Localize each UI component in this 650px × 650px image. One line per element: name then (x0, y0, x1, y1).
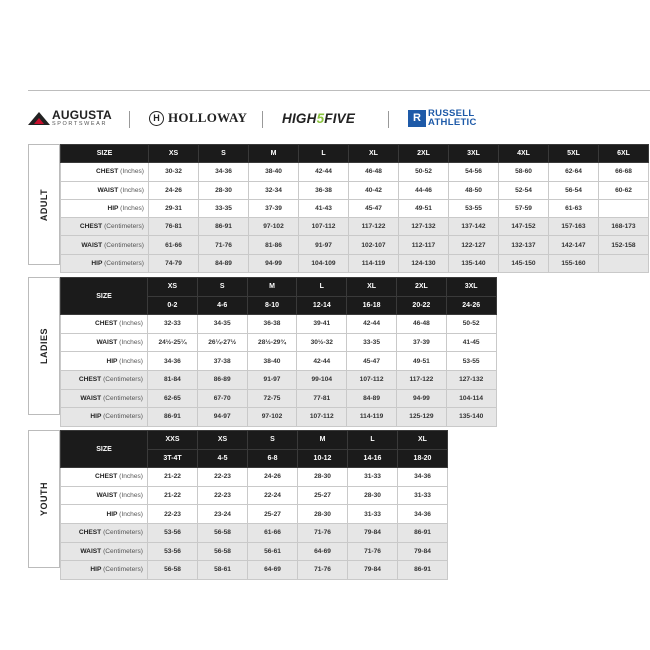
size-label-4xl: 4XL (499, 145, 549, 163)
row-label-hip (61, 254, 149, 272)
measurement-cell: 58-61 (198, 561, 248, 580)
measurement-cell: 94-99 (396, 389, 446, 408)
measurement-cell: 122-127 (449, 236, 499, 254)
augusta-logo (28, 103, 112, 133)
measurement-cell: 104-109 (299, 254, 349, 272)
row-measure-name: HIP (107, 205, 119, 213)
row-measure-name: HIP (90, 413, 102, 421)
measurement-cell: 91-97 (247, 370, 297, 389)
row-measure-unit: (Inches) (119, 510, 143, 518)
top-divider (28, 90, 650, 91)
row-measure-unit: (Inches) (120, 205, 144, 213)
highfive-part2: 5 (316, 110, 325, 126)
size-header-row (61, 145, 649, 163)
measurement-cell: 57-59 (499, 199, 549, 217)
row-label-waist (61, 486, 148, 505)
measurement-cell: 107-112 (297, 408, 347, 427)
size-label-s: S (197, 278, 247, 297)
measurement-cell: 56-61 (248, 542, 298, 561)
measurement-cell: 61-66 (248, 523, 298, 542)
measurement-cell: 86-91 (398, 561, 448, 580)
row-measure-unit: (Inches) (119, 473, 143, 481)
adult-side-label (28, 144, 60, 265)
numeric-size-cell: 20-22 (396, 296, 446, 315)
measurement-cell: 25-27 (248, 505, 298, 524)
russell-athletic-logo (408, 103, 477, 133)
row-measure-unit: (Centimeters) (103, 547, 143, 555)
augusta-subtitle: SPORTSWEAR (52, 120, 108, 127)
size-label-xs: XS (198, 431, 248, 450)
measurement-cell: 64-69 (248, 561, 298, 580)
measurement-cell: 23-24 (198, 505, 248, 524)
ladies-label: LADIES (39, 327, 49, 365)
measurement-cell: 104-114 (446, 389, 496, 408)
measurement-cell: 152-158 (599, 236, 649, 254)
highfive-logo (282, 103, 355, 133)
size-label-l: L (299, 145, 349, 163)
ladies-side-label (28, 277, 60, 415)
measurement-cell: 37-39 (249, 199, 299, 217)
measurement-cell: 46-48 (349, 163, 399, 181)
measurement-cell: 30-32 (149, 163, 199, 181)
measurement-cell: 53-55 (446, 352, 496, 371)
measurement-cell: 71-76 (348, 542, 398, 561)
row-measure-unit: (Inches) (119, 339, 143, 347)
numeric-size-cell: 10-12 (298, 449, 348, 468)
measurement-cell: 97-102 (249, 218, 299, 236)
size-label-xs: XS (149, 145, 199, 163)
russell-line1: RUSSELL (428, 107, 475, 119)
russell-line2: ATHLETIC (428, 117, 477, 128)
measurement-cell: 24½-25¼ (148, 333, 198, 352)
measurement-cell: 22-23 (198, 468, 248, 487)
numeric-size-cell: 0-2 (148, 296, 198, 315)
measurement-cell: 94-97 (197, 408, 247, 427)
row-label-chest (61, 370, 148, 389)
size-label-xs: XS (148, 278, 198, 297)
row-measure-unit: (Inches) (119, 492, 143, 500)
measurement-cell: 58-60 (499, 163, 549, 181)
row-measure-name: WAIST (96, 339, 118, 347)
numeric-size-cell: 4-5 (198, 449, 248, 468)
numeric-size-cell: 14-16 (348, 449, 398, 468)
row-measure-name: WAIST (81, 241, 103, 249)
row-label-waist (61, 389, 148, 408)
measurement-cell: 34-36 (398, 505, 448, 524)
measurement-cell: 94-99 (249, 254, 299, 272)
measurement-cell: 42-44 (297, 352, 347, 371)
measurement-cell: 22-23 (148, 505, 198, 524)
measurement-cell: 102-107 (349, 236, 399, 254)
measurement-cell: 64-69 (298, 542, 348, 561)
measurement-cell: 72-75 (247, 389, 297, 408)
measurement-cell: 39-41 (297, 315, 347, 334)
measurement-cell: 79-84 (348, 523, 398, 542)
measurement-cell: 66-68 (599, 163, 649, 181)
measurement-row (61, 370, 497, 389)
measurement-cell: 135-140 (449, 254, 499, 272)
measurement-cell: 147-152 (499, 218, 549, 236)
measurement-cell: 44-46 (399, 181, 449, 199)
size-header-cell: SIZE (61, 431, 148, 468)
highfive-part1: HIGH (282, 110, 317, 126)
size-header-row (61, 431, 448, 450)
measurement-row (61, 389, 497, 408)
row-label-hip (61, 408, 148, 427)
ladies-size-table (60, 277, 497, 427)
measurement-cell: 125-129 (396, 408, 446, 427)
measurement-cell: 50-52 (446, 315, 496, 334)
row-label-waist (61, 236, 149, 254)
measurement-cell: 56-58 (198, 523, 248, 542)
size-label-2xl: 2XL (399, 145, 449, 163)
measurement-cell: 81-84 (148, 370, 198, 389)
numeric-size-cell: 16-18 (347, 296, 397, 315)
measurement-row (61, 254, 649, 272)
measurement-cell: 168-173 (599, 218, 649, 236)
row-measure-unit: (Centimeters) (103, 529, 143, 537)
measurement-cell: 56-58 (198, 542, 248, 561)
measurement-cell: 28-30 (199, 181, 249, 199)
measurement-cell: 132-137 (499, 236, 549, 254)
row-label-waist (61, 181, 149, 199)
numeric-size-cell: 4-6 (197, 296, 247, 315)
augusta-mark-icon (28, 112, 50, 125)
size-label-m: M (298, 431, 348, 450)
measurement-cell: 99-104 (297, 370, 347, 389)
measurement-cell: 127-132 (399, 218, 449, 236)
size-label-xl: XL (347, 278, 397, 297)
measurement-cell: 49-51 (399, 199, 449, 217)
measurement-cell: 62-65 (148, 389, 198, 408)
measurement-cell: 107-112 (299, 218, 349, 236)
measurement-cell: 155-160 (549, 254, 599, 272)
holloway-logo (149, 103, 247, 133)
row-label-hip (61, 352, 148, 371)
measurement-cell: 37-39 (396, 333, 446, 352)
measurement-cell: 42-44 (299, 163, 349, 181)
measurement-cell: 112-117 (399, 236, 449, 254)
measurement-cell: 54-56 (449, 163, 499, 181)
measurement-cell: 97-102 (247, 408, 297, 427)
measurement-cell: 67-70 (197, 389, 247, 408)
measurement-cell: 61-63 (549, 199, 599, 217)
measurement-cell: 31-33 (348, 505, 398, 524)
row-measure-name: CHEST (78, 529, 102, 537)
measurement-cell: 53-56 (148, 542, 198, 561)
size-label-s: S (199, 145, 249, 163)
measurement-row (61, 181, 649, 199)
measurement-row (61, 236, 649, 254)
measurement-cell: 76-81 (149, 218, 199, 236)
size-label-6xl: 6XL (599, 145, 649, 163)
measurement-cell: 84-89 (199, 254, 249, 272)
measurement-cell: 127-132 (446, 370, 496, 389)
measurement-cell: 21-22 (148, 468, 198, 487)
measurement-cell: 33-35 (347, 333, 397, 352)
row-measure-unit: (Centimeters) (104, 241, 144, 249)
adult-label: ADULT (39, 188, 49, 221)
size-label-m: M (249, 145, 299, 163)
measurement-cell: 41-45 (446, 333, 496, 352)
size-label-xl: XL (349, 145, 399, 163)
measurement-cell: 157-163 (549, 218, 599, 236)
measurement-cell: 45-47 (347, 352, 397, 371)
measurement-cell: 124-130 (399, 254, 449, 272)
measurement-row (61, 542, 448, 561)
measurement-row (61, 408, 497, 427)
row-measure-name: HIP (106, 357, 118, 365)
measurement-cell: 34-36 (398, 468, 448, 487)
row-measure-name: CHEST (94, 473, 118, 481)
row-measure-name: CHEST (79, 223, 103, 231)
row-measure-unit: (Inches) (120, 186, 144, 194)
measurement-cell: 61-66 (149, 236, 199, 254)
measurement-cell: 117-122 (349, 218, 399, 236)
measurement-cell: 49-51 (396, 352, 446, 371)
row-measure-name: HIP (90, 566, 102, 574)
row-label-waist (61, 333, 148, 352)
measurement-cell: 114-119 (349, 254, 399, 272)
size-label-2xl: 2XL (396, 278, 446, 297)
measurement-cell: 38-40 (249, 163, 299, 181)
measurement-cell: 28-30 (348, 486, 398, 505)
measurement-cell: 56-54 (549, 181, 599, 199)
size-label-3xl: 3XL (446, 278, 496, 297)
row-label-waist (61, 542, 148, 561)
russell-mark-icon: R (408, 110, 426, 127)
measurement-cell: 31-33 (348, 468, 398, 487)
numeric-size-cell: 18-20 (398, 449, 448, 468)
measurement-cell: 52-54 (499, 181, 549, 199)
measurement-cell: 135-140 (446, 408, 496, 427)
measurement-cell: 71-76 (298, 561, 348, 580)
augusta-name: AUGUSTA (52, 107, 112, 122)
numeric-size-cell: 3T-4T (148, 449, 198, 468)
row-label-hip (61, 199, 149, 217)
row-measure-name: WAIST (97, 186, 119, 194)
measurement-cell: 40-42 (349, 181, 399, 199)
measurement-cell: 84-89 (347, 389, 397, 408)
measurement-cell: 79-84 (398, 542, 448, 561)
row-measure-name: CHEST (94, 320, 118, 328)
size-label-xl: XL (398, 431, 448, 450)
row-measure-name: WAIST (80, 547, 102, 555)
size-label-5xl: 5XL (549, 145, 599, 163)
row-measure-name: WAIST (80, 394, 102, 402)
measurement-cell: 25-27 (298, 486, 348, 505)
measurement-cell: 28-30 (298, 505, 348, 524)
measurement-cell: 114-119 (347, 408, 397, 427)
row-measure-name: CHEST (95, 168, 119, 176)
numeric-size-cell: 12-14 (297, 296, 347, 315)
row-measure-unit: (Centimeters) (104, 223, 144, 231)
measurement-cell: 137-142 (449, 218, 499, 236)
row-label-chest (61, 163, 149, 181)
row-label-chest (61, 523, 148, 542)
size-label-m: M (247, 278, 297, 297)
row-measure-unit: (Centimeters) (103, 394, 143, 402)
measurement-cell: 41-43 (299, 199, 349, 217)
measurement-cell: 86-91 (148, 408, 198, 427)
size-label-xxs: XXS (148, 431, 198, 450)
measurement-row (61, 468, 448, 487)
numeric-size-cell: 8-10 (247, 296, 297, 315)
measurement-cell: 24-26 (149, 181, 199, 199)
row-measure-unit: (Inches) (119, 320, 143, 328)
measurement-cell: 33-35 (199, 199, 249, 217)
measurement-cell: 107-112 (347, 370, 397, 389)
measurement-cell: 24-26 (248, 468, 298, 487)
measurement-cell: 42-44 (347, 315, 397, 334)
measurement-cell: 60-62 (599, 181, 649, 199)
logo-separator (262, 111, 263, 128)
measurement-cell: 145-150 (499, 254, 549, 272)
measurement-row (61, 218, 649, 236)
measurement-row (61, 333, 497, 352)
row-measure-name: HIP (91, 259, 103, 267)
size-label-l: L (348, 431, 398, 450)
row-measure-unit: (Centimeters) (103, 413, 143, 421)
measurement-row (61, 199, 649, 217)
adult-size-table (60, 144, 649, 273)
measurement-cell: 91-97 (299, 236, 349, 254)
holloway-mark-icon: H (149, 111, 164, 126)
size-label-l: L (297, 278, 347, 297)
row-label-chest (61, 315, 148, 334)
row-label-hip (61, 561, 148, 580)
measurement-cell: 32-34 (249, 181, 299, 199)
measurement-cell: 28½-29¾ (247, 333, 297, 352)
measurement-cell: 22-23 (198, 486, 248, 505)
measurement-row (61, 163, 649, 181)
row-measure-unit: (Centimeters) (103, 376, 143, 384)
measurement-cell: 28-30 (298, 468, 348, 487)
measurement-row (61, 523, 448, 542)
numeric-size-cell: 6-8 (248, 449, 298, 468)
measurement-cell: 142-147 (549, 236, 599, 254)
youth-size-table (60, 430, 448, 580)
measurement-row (61, 486, 448, 505)
measurement-cell (599, 199, 649, 217)
measurement-cell: 50-52 (399, 163, 449, 181)
measurement-cell: 48-50 (449, 181, 499, 199)
measurement-cell: 37-38 (197, 352, 247, 371)
measurement-cell: 77-81 (297, 389, 347, 408)
size-header-cell: SIZE (61, 278, 148, 315)
measurement-cell: 30½-32 (297, 333, 347, 352)
measurement-cell: 32-33 (148, 315, 198, 334)
row-measure-name: CHEST (78, 376, 102, 384)
measurement-row (61, 561, 448, 580)
measurement-cell: 21-22 (148, 486, 198, 505)
measurement-cell: 71-76 (298, 523, 348, 542)
numeric-size-cell: 24-26 (446, 296, 496, 315)
measurement-cell: 79-84 (348, 561, 398, 580)
measurement-cell: 36-38 (247, 315, 297, 334)
brand-logos (28, 103, 508, 135)
measurement-cell: 45-47 (349, 199, 399, 217)
measurement-cell: 86-91 (199, 218, 249, 236)
measurement-row (61, 505, 448, 524)
measurement-cell: 22-24 (248, 486, 298, 505)
row-label-chest (61, 468, 148, 487)
row-measure-unit: (Centimeters) (104, 259, 144, 267)
measurement-cell: 29-31 (149, 199, 199, 217)
measurement-cell: 74-79 (149, 254, 199, 272)
measurement-cell: 86-91 (398, 523, 448, 542)
size-label-3xl: 3XL (449, 145, 499, 163)
highfive-part3: FIVE (324, 110, 356, 126)
measurement-cell: 36-38 (299, 181, 349, 199)
measurement-cell: 81-86 (249, 236, 299, 254)
logo-separator (388, 111, 389, 128)
measurement-cell (599, 254, 649, 272)
measurement-cell: 86-89 (197, 370, 247, 389)
holloway-name: HOLLOWAY (168, 110, 248, 125)
size-header-cell: SIZE (61, 145, 149, 163)
measurement-cell: 26¼-27½ (197, 333, 247, 352)
measurement-cell: 71-76 (199, 236, 249, 254)
row-measure-unit: (Inches) (120, 168, 144, 176)
measurement-cell: 46-48 (396, 315, 446, 334)
measurement-cell: 34-36 (148, 352, 198, 371)
measurement-cell: 56-58 (148, 561, 198, 580)
measurement-row (61, 352, 497, 371)
size-header-row (61, 278, 497, 297)
measurement-cell: 53-56 (148, 523, 198, 542)
measurement-cell: 62-64 (549, 163, 599, 181)
logo-separator (129, 111, 130, 128)
youth-label: YOUTH (39, 482, 49, 516)
row-label-chest (61, 218, 149, 236)
measurement-cell: 34-35 (197, 315, 247, 334)
measurement-cell: 34-36 (199, 163, 249, 181)
measurement-cell: 53-55 (449, 199, 499, 217)
measurement-cell: 38-40 (247, 352, 297, 371)
row-measure-name: WAIST (96, 492, 118, 500)
measurement-cell: 117-122 (396, 370, 446, 389)
row-label-hip (61, 505, 148, 524)
row-measure-unit: (Centimeters) (103, 566, 143, 574)
measurement-cell: 31-33 (398, 486, 448, 505)
measurement-row (61, 315, 497, 334)
size-label-s: S (248, 431, 298, 450)
youth-side-label (28, 430, 60, 568)
row-measure-unit: (Inches) (119, 357, 143, 365)
row-measure-name: HIP (106, 510, 118, 518)
